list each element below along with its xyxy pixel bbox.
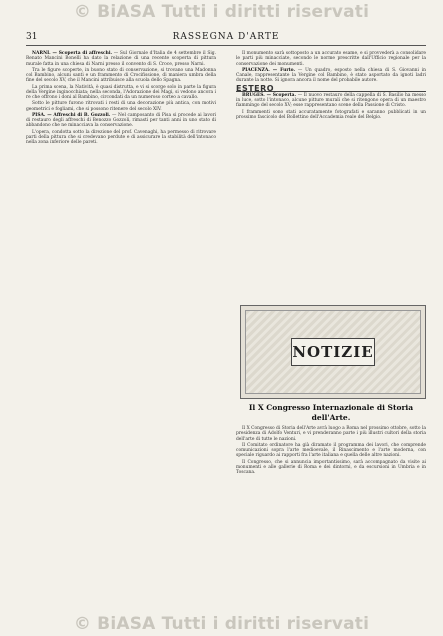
paragraph: BRUGES. — Scoperta. — Il nuovo restauro della cappella di S. Basilio ha messo in luce, sotto l'intonaco, alcune pitture murali che si ritengono opera di un maestro fiammingo del secolo XV; esse rappresentano scene della Passione di Cristo.	[236, 92, 426, 109]
paragraph: Il X Congresso di Storia dell'Arte avrà luogo a Roma nel prossimo ottobre, sotto la presidenza di Adolfo Venturi, e vi prenderanno parte i più illustri cultori della storia dell'arte di tutte le nazioni.	[236, 426, 426, 442]
page-header	[26, 32, 426, 44]
paragraph: Tra le figure scoperte, in buono stato di conservazione, si trovano una Madonna col Bambino, alcuni santi e un frammento di Crocifissione, di maniera umbra della fine del secolo XV, che il Mancini attribuisce alla scuola dello Spagna.	[26, 67, 216, 84]
right-column-congress	[236, 426, 426, 476]
page-number: 31	[26, 32, 38, 42]
notizie-title: NOTIZIE	[291, 338, 375, 366]
paragraph: Il monumento sarà sottoposto a un accurato esame, e si provvederà a consolidare le parti più minacciate, secondo le norme prescritte dall'Ufficio regionale per la conservazione dei monumenti.	[236, 51, 426, 67]
right-column	[236, 51, 426, 121]
watermark-bottom: © BiASA Tutti i diritti riservati	[73, 614, 370, 634]
congress-heading: Il X Congresso Internazionale di Storia dell'Arte.	[248, 403, 414, 422]
paragraph: I frammenti sono stati accuratamente fotografati e saranno pubblicati in un prossimo fascicolo del Bollettino dell'Accademia reale del Belgio.	[236, 109, 426, 120]
paragraph: NARNI. — Scoperta di affreschi. — Sul Giornale d'Italia de 4 settembre il Sig. Renato Mancini Bonelli ha dato la relazione di una recente scoperta di pittura murale fatta in una chiesa di Narni presso il convento di S. Croce, presso Narni.	[26, 51, 216, 67]
section-heading-estero: ESTERO	[236, 86, 426, 92]
paragraph: L'opera, condotta sotto la direzione del prof. Cavenaghi, ha permesso di ritrovare parti della pittura che si credevano perdute e di assicurare la stabilità dell'intonaco nella zona inferiore delle pareti.	[26, 129, 216, 145]
header-rule	[26, 45, 426, 46]
paragraph: La prima scena, la Natività, è quasi distrutta, e vi si scorge solo in parte la figura della Vergine inginocchiata; nella seconda, l'Adorazione dei Magi, si vedono ancora i re che offrono i doni al Bambino, circondati da un numeroso corteo a cavallo.	[26, 84, 216, 100]
paragraph: Sotto le pitture furono ritrovati i resti di una decorazione più antica, con motivi geometrici e fogliami, che si possono ritenere del secolo XIV.	[26, 101, 216, 112]
running-title: RASSEGNA D'ARTE	[172, 32, 280, 42]
notizie-illustration	[240, 305, 426, 399]
left-column	[26, 51, 216, 146]
paragraph: PISA. — Affreschi di B. Gozzoli. — Nel camposanto di Pisa si procede ai lavori di restauro degli affreschi di Benozzo Gozzoli, rimasti per tanti anni in uno stato di abbandono che ne minacciava la conservazione.	[26, 112, 216, 129]
paragraph: Il Comitato ordinatore ha già diramato il programma dei lavori, che comprende comunicazioni sopra l'arte medioevale, il Rinascimento e l'arte moderna, con speciale riguardo ai rapporti fra l'arte italiana e quella delle altre nazioni.	[236, 442, 426, 459]
paragraph: Il Congresso, che si annuncia importantissimo, sarà accompagnato da visite ai monumenti e alle gallerie di Roma e dei dintorni, e da escursioni in Umbria e in Toscana.	[236, 459, 426, 475]
paragraph: PIACENZA. — Furto. — Un quadro, esposto nella chiesa di S. Giovanni in Canale, rappresentante la Vergine col Bambino, è stato asportato da ignoti ladri durante la notte. Si ignora ancora il nome del probabile autore.	[236, 67, 426, 84]
watermark-top: © BiASA Tutti i diritti riservati	[73, 2, 370, 22]
